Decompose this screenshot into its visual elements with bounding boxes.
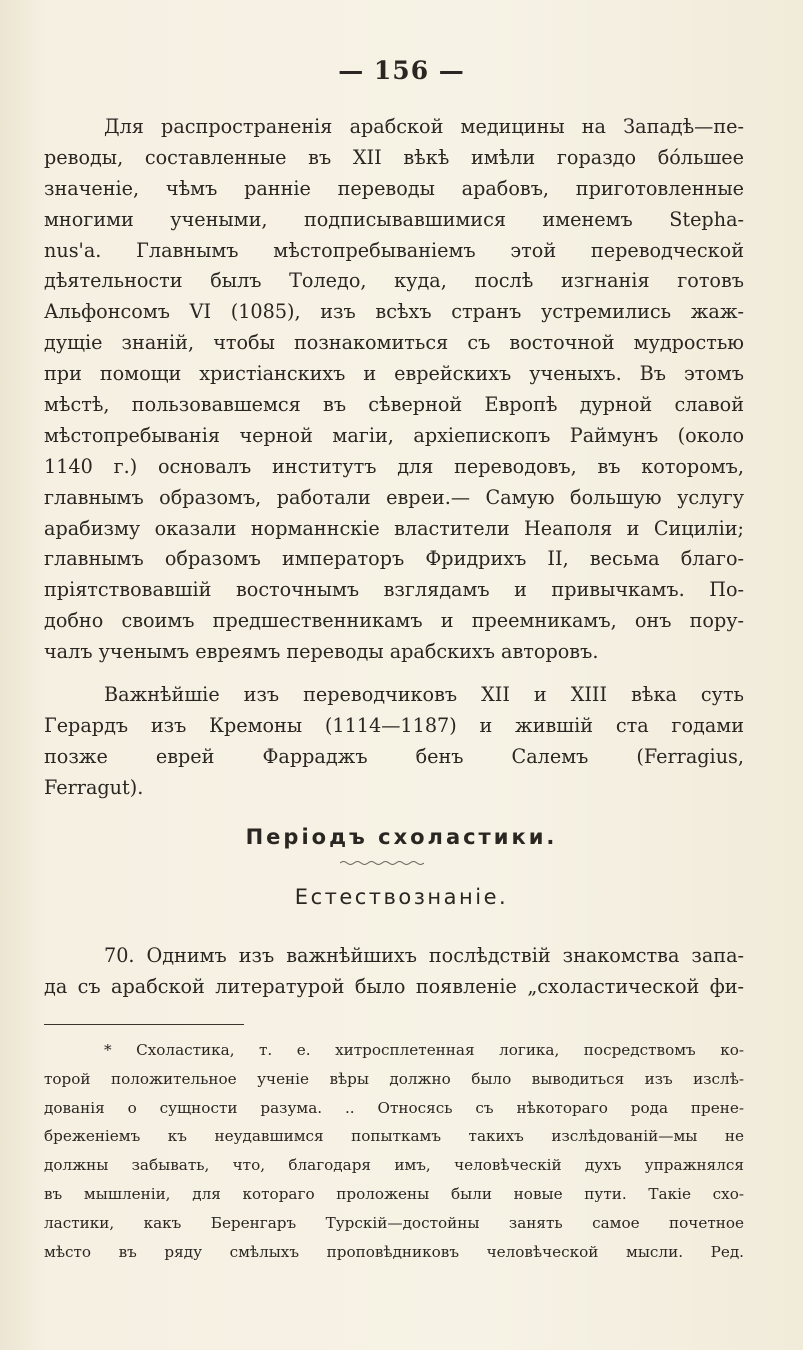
text-line: nus'а. Главнымъ мѣстопребываніемъ этой переводческой: [44, 238, 744, 262]
text-line: Альфонсомъ VI (1085), изъ всѣхъ странъ устремились жаж-: [44, 300, 744, 324]
subsection-title: Естествознаніе.: [294, 885, 509, 909]
text-line: мѣстѣ, пользовавшемся въ сѣверной Европѣ дурной славой: [44, 393, 744, 417]
text-line: дѣятельности былъ Толедо, куда, послѣ изгнанія готовъ: [44, 269, 744, 293]
text-line: добно своимъ предшественникамъ и преемникамъ, онъ пору-: [44, 609, 744, 633]
text-line: позже еврей Фарраджъ бенъ Салемъ (Ferragius,: [44, 744, 744, 768]
footnote-line: должны забывать, что, благодаря имъ, человѣческій духъ упражнялся: [44, 1156, 744, 1175]
text-line: Герардъ изъ Кремоны (1114—1187) и жившій ста годами: [44, 713, 744, 737]
text-line: при помощи христіанскихъ и еврейскихъ ученыхъ. Въ этомъ: [44, 362, 744, 386]
footnote-line: дованія о сущности разума. .. Относясь съ нѣкотораго рода пренe-: [44, 1098, 744, 1117]
text-line: главнымъ образомъ императоръ Фридрихъ II, весьма благо-: [44, 547, 744, 571]
footnote-line: торой положительное ученіе вѣры должно было выводиться изъ изслѣ-: [44, 1069, 744, 1088]
text-line: Для распространенія арабской медицины на Западѣ—пе-: [104, 115, 744, 138]
footnote-line: въ мышленіи, для котораго проложены были новые пути. Такіе схо-: [44, 1184, 744, 1203]
text-line: Важнѣйшіе изъ переводчиковъ XII и XIII вѣка суть: [104, 683, 744, 706]
footnote-divider: [44, 1024, 244, 1025]
paragraph-arabic-medicine: [44, 112, 744, 668]
text-line: 70. Однимъ изъ важнѣйшихъ послѣдствій знакомства запа-: [104, 944, 744, 967]
text-line: пріятствовавшій восточнымъ взглядамъ и привычкамъ. По-: [44, 578, 744, 602]
text-line: да съ арабской литературой было появленіе „схоластической фи-: [44, 974, 744, 998]
text-line: 1140 г.) основалъ институтъ для переводовъ, въ которомъ,: [44, 454, 744, 478]
text-line: главнымъ образомъ, работали евреи.— Самую большую услугу: [44, 485, 744, 509]
text-line: значеніе, чѣмъ ранніе переводы арабовъ, приготовленные: [44, 176, 744, 200]
text-line: арабизму оказали норманнскіе властители Неаполя и Сициліи;: [44, 516, 744, 540]
text-line: Ferragut).: [44, 775, 144, 799]
footnote-line: бреженіемъ къ неудавшимся попыткамъ такихъ изслѣдованій—мы не: [44, 1127, 744, 1146]
text-line: многими учеными, подписывавшимися именемъ Stepha-: [44, 207, 744, 231]
page-number: — 156 —: [338, 56, 465, 85]
footnote-line: мѣсто въ ряду смѣлыхъ проповѣдниковъ человѣческой мысли. Ред.: [44, 1242, 744, 1261]
footnote: [44, 1036, 744, 1266]
text-line: дущіе знаній, чтобы познакомиться съ восточной мудростью: [44, 331, 744, 355]
footnote-line: * Схоластика, т. е. хитросплетенная логика, посредствомъ ко-: [104, 1041, 744, 1059]
text-line: чалъ ученымъ евреямъ переводы арабскихъ авторовъ.: [44, 640, 599, 664]
text-line: мѣстопребыванія черной магіи, архіепископъ Раймунъ (около: [44, 423, 744, 447]
text-line: реводы, составленные въ XII вѣкѣ имѣли гораздо бо́льшее: [44, 145, 744, 169]
decorative-divider: [340, 860, 424, 866]
paragraph-translators: [44, 680, 744, 804]
paragraph-scholasticism: [44, 941, 744, 1003]
footnote-line: ластики, какъ Беренгаръ Турскій—достойны занять самое почетное: [44, 1213, 744, 1232]
section-title: Періодъ схоластики.: [245, 825, 558, 849]
